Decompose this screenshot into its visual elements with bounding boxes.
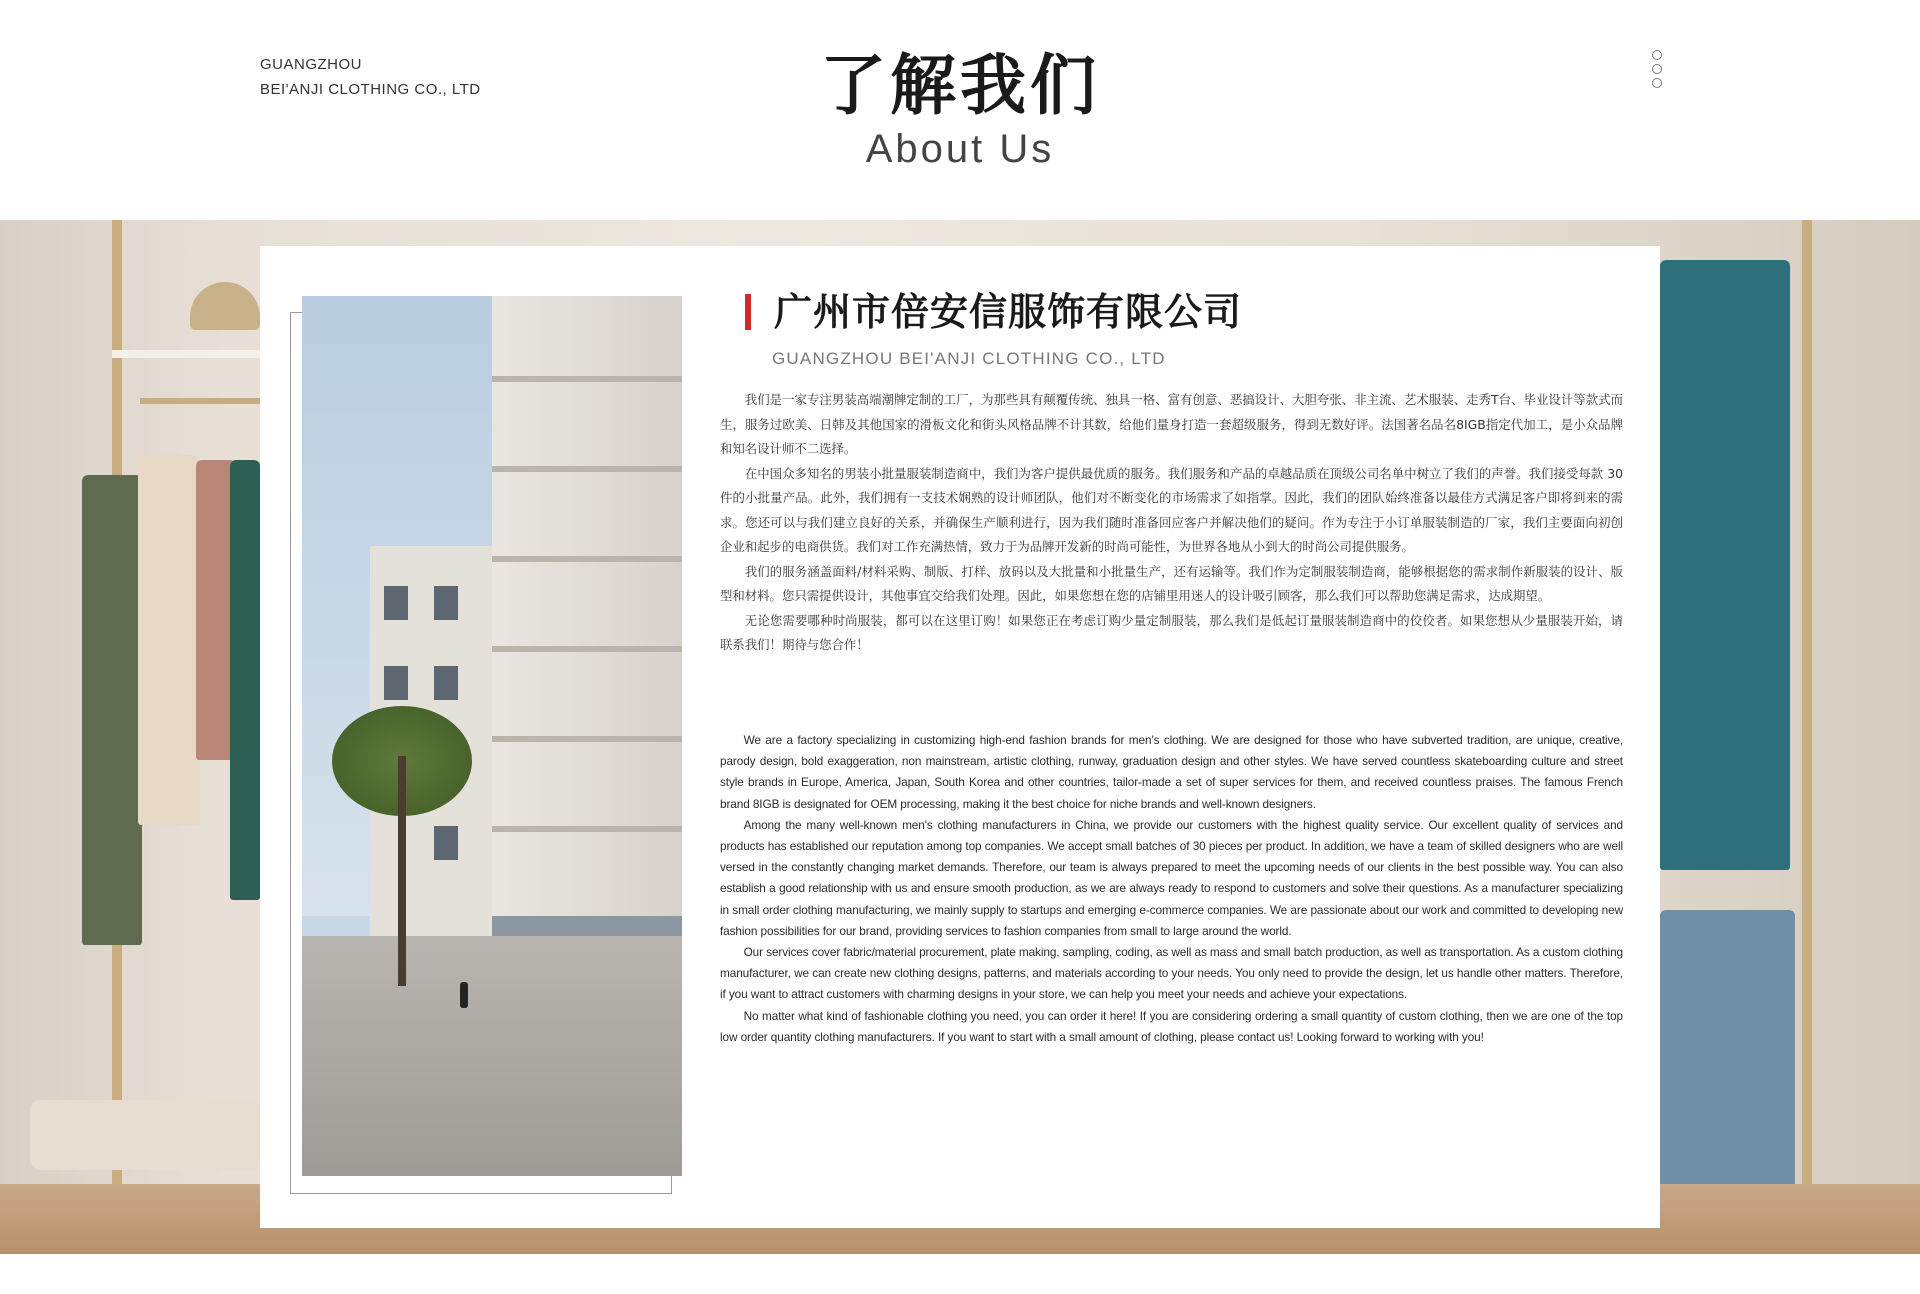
page-title-zh: 了解我们 <box>820 47 1100 124</box>
zh-paragraph: 我们的服务涵盖面料/材料采购、制版、打样、放码以及大批量和小批量生产，还有运输等。我们作为定制服装制造商，能够根据您的需求制作新服装的设计、版型和材料。您只需提供设计，其他事宜交给我们处理。因此，如果您想在您的店铺里用迷人的设计吸引顾客，那么我们可以帮助您满足需求，达成期望。 <box>720 563 1623 603</box>
about-card <box>260 246 1660 1228</box>
shelf-board <box>112 350 262 358</box>
window <box>384 666 408 700</box>
garment-teal-skirt <box>1660 260 1790 870</box>
company-name-en: GUANGZHOU BEI'ANJI CLOTHING CO., LTD <box>772 349 1166 368</box>
en-paragraph: No matter what kind of fashionable clothing you need, you can order it here! If you are considering ordering a small quantity of custom clothing, then we are one of the top low order quantity clothing manufacturers. If you want to start with a small amount of clothing, please contact us! Looking forward to working with you! <box>720 1008 1623 1044</box>
zh-paragraph: 无论您需要哪种时尚服装，都可以在这里订购！如果您正在考虑订购少量定制服装，那么我们是低起订量服装制造商中的佼佼者。如果您想从少量服装开始，请联系我们！期待与您合作！ <box>720 612 1623 652</box>
vertical-dots-icon[interactable] <box>1652 50 1664 92</box>
balcony <box>492 826 682 832</box>
en-paragraph: Our services cover fabric/material procurement, plate making, sampling, coding, as well as mass and small batch production, as well as transportation. As a custom clothing manufacturer, we can create new clothing designs, patterns, and materials according to your needs. You only need to provide the design, let us handle other matters. Therefore, if you want to attract customers with charming designs in your store, we can help you meet your needs and achieve your expectations. <box>720 945 1623 1002</box>
page-title-en: About Us <box>865 127 1055 171</box>
garment-olive <box>82 475 142 945</box>
en-paragraph: We are a factory specializing in customizing high-end fashion brands for men's clothing. We are designed for those who have subverted tradition, are unique, creative, parody design, bold exaggeration, non mainstream, artistic clothing, runway, graduation design and other styles. We have served countless skateboarding culture and street style brands in Europe, America, Japan, South Korea and other countries, tailor-made a set of super services for them, and received countless praises. The famous French brand 8IGB is designated for OEM processing, making it the best choice for niche brands and well-known designers. <box>720 733 1623 811</box>
hat <box>190 282 260 330</box>
balcony <box>492 646 682 652</box>
shelf-post-right <box>1802 220 1812 1220</box>
intro-text-en <box>720 730 1623 1048</box>
building-photo <box>302 296 682 1176</box>
dot-1 <box>1652 50 1662 60</box>
balcony <box>492 556 682 562</box>
company-name-zh: 广州市倍安信服饰有限公司 <box>774 290 1243 334</box>
header-company-line2: BEI'ANJI CLOTHING CO., LTD <box>260 81 481 98</box>
intro-text-zh <box>720 388 1623 658</box>
window <box>384 586 408 620</box>
pedestrian <box>460 982 468 1008</box>
zh-paragraph: 我们是一家专注男装高端潮牌定制的工厂，为那些具有颠覆传统、独具一格、富有创意、恶搞设计、大胆夸张、非主流、艺术服装、走秀T台、毕业设计等款式而生，服务过欧美、日韩及其他国家的滑板文化和街头风格品牌不计其数，给他们量身打造一套超级服务，得到无数好评。法国著名品名8IGB指定代加工，是小众品牌和知名设计师不二选择。 <box>720 392 1623 456</box>
hanging-rail <box>140 398 260 404</box>
window <box>434 826 458 860</box>
en-paragraph: Among the many well-known men's clothing manufacturers in China, we provide our customers with the highest quality service. Our excellent quality of services and products has established our reputation among top companies. We accept small batches of 30 pieces per product. In addition, we have a team of skilled designers who are well versed in the constantly changing market demands. Therefore, our team is always prepared to meet the upcoming needs of our clients in the best possible way. You can also establish a good relationship with us and ensure smooth production, as we are always ready to respond to customers and solve their questions. As a manufacturer specializing in small order clothing manufacturing, we mainly supply to startups and emerging e-commerce companies. We are passionate about our work and committed to developing new fashion possibilities for our brand, providing services to fashion companies from small to large around the world. <box>720 817 1623 938</box>
photo-building-right <box>492 296 682 1016</box>
balcony <box>492 466 682 472</box>
dot-2 <box>1652 64 1662 74</box>
title-accent-bar <box>745 294 751 330</box>
window <box>434 586 458 620</box>
garment-green <box>230 460 260 900</box>
header-company-line1: GUANGZHOU <box>260 56 362 73</box>
ottoman <box>30 1100 260 1170</box>
window <box>434 666 458 700</box>
photo-ground <box>302 936 682 1176</box>
balcony <box>492 376 682 382</box>
balcony <box>492 736 682 742</box>
dot-3 <box>1652 78 1662 88</box>
tree-trunk <box>398 756 406 986</box>
zh-paragraph: 在中国众多知名的男装小批量服装制造商中，我们为客户提供最优质的服务。我们服务和产品的卓越品质在顶级公司名单中树立了我们的声誉。我们接受每款 30 件的小批量产品。此外，我们拥有一支技术娴熟的设计师团队，他们对不断变化的市场需求了如指掌。因此，我们的团队始终准备以最佳方式满足客户即将到来的需求。您还可以与我们建立良好的关系，并确保生产顺利进行，因为我们随时准备回应客户并解决他们的疑问。作为专注于小订单服装制造的厂家，我们主要面向初创企业和起步的电商供货。我们对工作充满热情，致力于为品牌开发新的时尚可能性，为世界各地从小到大的时尚公司提供服务。 <box>720 465 1623 554</box>
garment-cream <box>138 455 200 825</box>
